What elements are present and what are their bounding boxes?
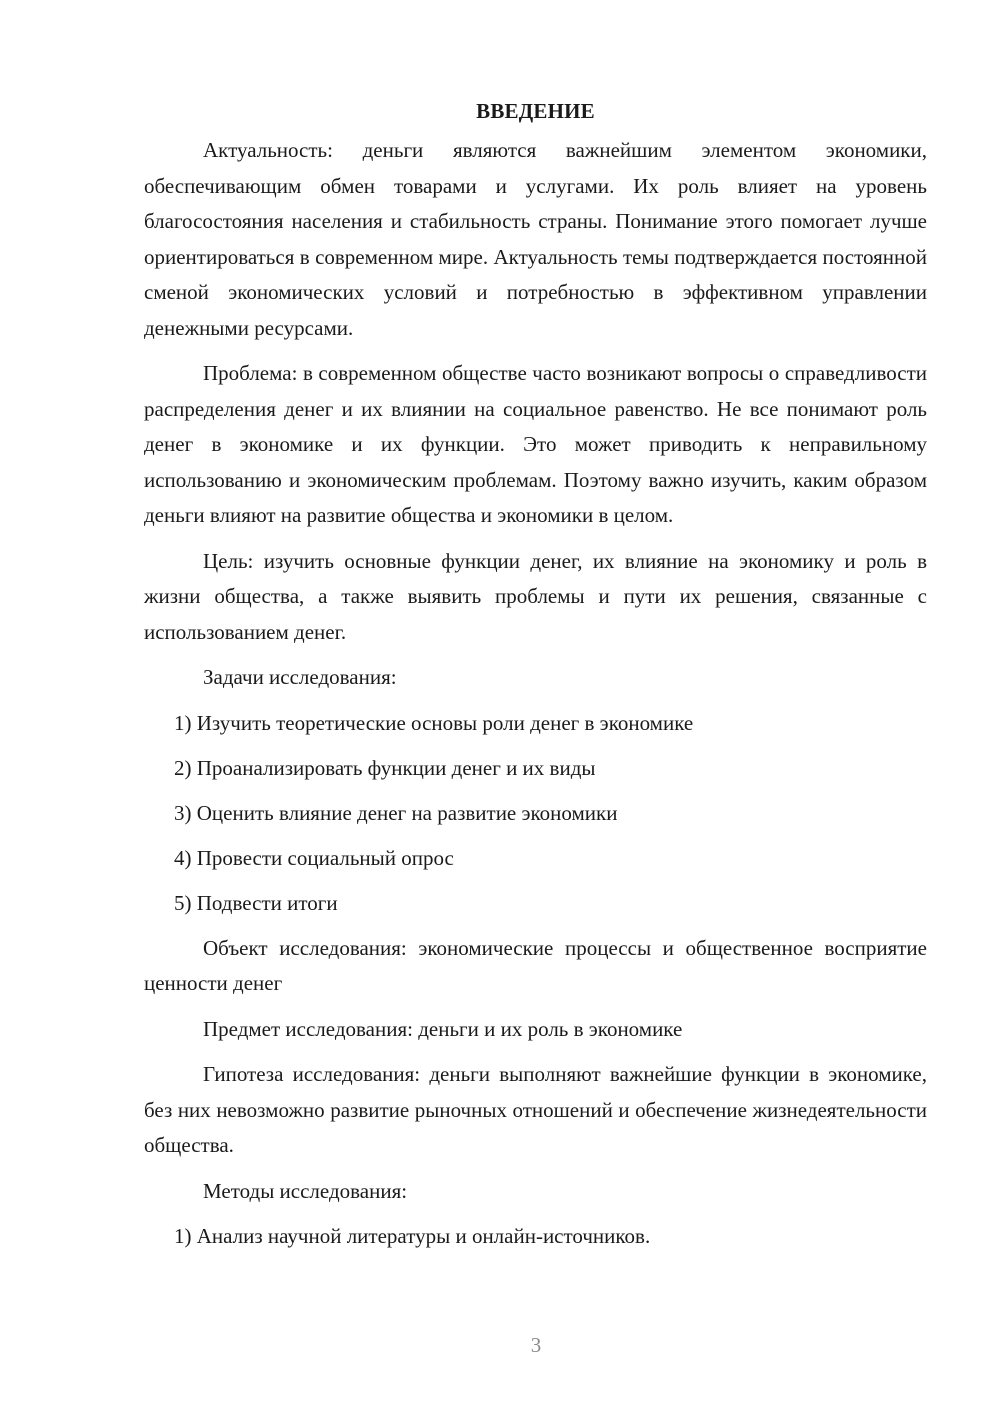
page-title: ВВЕДЕНИЕ xyxy=(476,99,595,123)
hypothesis-paragraph: Гипотеза исследования: деньги выполняют важнейшие функции в экономике, без них невозможно развитие рыночных отношений и обеспечение жизнедеятельности общества. xyxy=(144,1062,927,1157)
methods-list xyxy=(144,1219,927,1254)
list-item: 4) Провести социальный опрос xyxy=(174,845,454,870)
list-item: 2) Проанализировать функции денег и их виды xyxy=(174,755,596,780)
tasks-list xyxy=(144,706,927,921)
document-body xyxy=(144,94,927,1264)
list-item: 3) Оценить влияние денег на развитие экономики xyxy=(174,800,618,825)
tasks-heading: Задачи исследования: xyxy=(203,665,397,689)
goal-paragraph: Цель: изучить основные функции денег, их влияние на экономику и роль в жизни общества, а также выявить проблемы и пути их решения, связанные с использованием денег. xyxy=(144,548,927,644)
relevance-paragraph: Актуальность: деньги являются важнейшим элементом экономики, обеспечивающим обмен товарами и услугами. Их роль влияет на уровень благосостояния населения и стабильность страны. Понимание этого помогает лучше ориентироваться в современном мире. Актуальность темы подтверждается постоянной сменой экономических условий и потребностью в эффективном управлении денежными ресурсами. xyxy=(144,138,927,340)
list-item: 1) Анализ научной литературы и онлайн-источников. xyxy=(174,1224,651,1248)
page-number: 3 xyxy=(530,1333,542,1357)
list-item: 5) Подвести итоги xyxy=(174,890,338,915)
object-paragraph: Объект исследования: экономические процессы и общественное восприятие ценности денег xyxy=(144,935,927,995)
subject-paragraph: Предмет исследования: деньги и их роль в экономике xyxy=(203,1016,683,1041)
methods-heading: Методы исследования: xyxy=(203,1178,408,1203)
problem-paragraph: Проблема: в современном обществе часто возникают вопросы о справедливости распределения денег и их влиянии на социальное равенство. Не все понимают роль денег в экономике и их функции. Это может приводить к неправильному использованию и экономическим проблемам. Поэтому важно изучить, каким образом деньги влияют на развитие общества и экономики в целом. xyxy=(144,361,927,527)
list-item: 1) Изучить теоретические основы роли денег в экономике xyxy=(174,710,694,735)
